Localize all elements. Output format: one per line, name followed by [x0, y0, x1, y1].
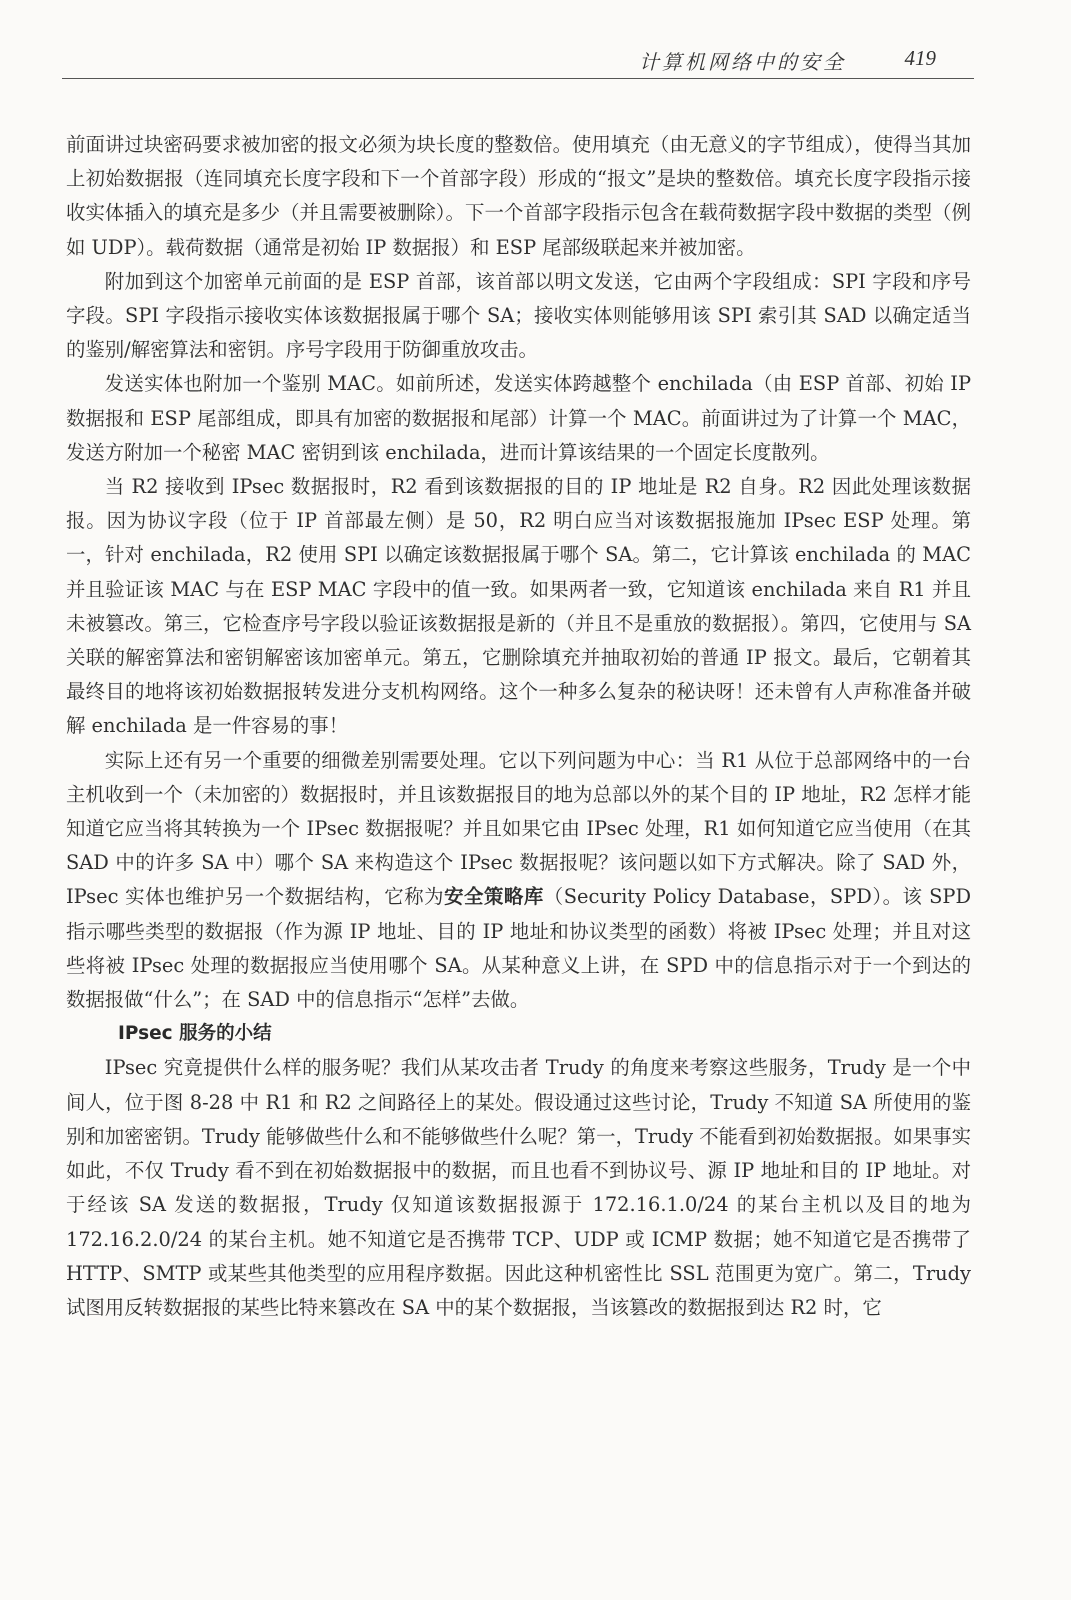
paragraph-spd	[66, 744, 971, 1018]
spd-text-after: （Security Policy Database，SPD）。该 SPD 指示哪些类型的数据报（作为源 IP 地址、目的 IP 地址和协议类型的函数）将被 IPsec 处理；并且对这些将被 IPsec 处理的数据报应当使用哪个 SA。从某种意义上讲，在 SPD 中的信息指示对于一个到达的数据报做“什么”；在 SAD 中的信息指示“怎样”去做。	[66, 885, 972, 1012]
paragraph-padding: 前面讲过块密码要求被加密的报文必须为块长度的整数倍。使用填充（由无意义的字节组成），使得当其加上初始数据报（连同填充长度字段和下一个首部字段）形成的“报文”是块的整数倍。填充长度字段指示接收实体插入的填充是多少（并且需要被删除）。下一个首部字段指示包含在载荷数据字段中数据的类型（例如 UDP）。载荷数据（通常是初始 IP 数据报）和 ESP 尾部级联起来并被加密。	[66, 133, 971, 259]
paragraph-ipsec-services: IPsec 究竟提供什么样的服务呢？我们从某攻击者 Trudy 的角度来考察这些服务，Trudy 是一个中间人，位于图 8-28 中 R1 和 R2 之间路径上的某处。假设通过这些讨论，Trudy 不知道 SA 所使用的鉴别和加密密钥。Trudy 能够做些什么和不能够做些什么呢？第一，Trudy 不能看到初始数据报。如果事实如此，不仅 Trudy 看不到在初始数据报中的数据，而且也看不到协议号、源 IP 地址和目的 IP 地址。对于经该 SA 发送的数据报，Trudy 仅知道该数据报源于 172.16.1.0/24 的某台主机以及目的地为 172.16.2.0/24 的某台主机。她不知道它是否携带 TCP、UDP 或 ICMP 数据；她不知道它是否携带了 HTTP、SMTP 或某些其他类型的应用程序数据。因此这种机密性比 SSL 范围更为宽广。第二，Trudy 试图用反转数据报的某些比特来篡改在 SA 中的某个数据报，当该篡改的数据报到达 R2 时，它	[66, 1056, 971, 1319]
chapter-title: 计算机网络中的安全	[639, 50, 846, 74]
running-header	[62, 44, 974, 79]
page-number: 419	[904, 46, 936, 70]
page-body	[66, 128, 971, 1325]
spd-term: 安全策略库	[444, 885, 544, 909]
paragraph-r2-processing: 当 R2 接收到 IPsec 数据报时，R2 看到该数据报的目的 IP 地址是 R2 自身。R2 因此处理该数据报。因为协议字段（位于 IP 首部最左侧）是 50，R2 明白应当对该数据报施加 IPsec ESP 处理。第一，针对 enchilada，R2 使用 SPI 以确定该数据报属于哪个 SA。第二，它计算该 enchilada 的 MAC 并且验证该 MAC 与在 ESP MAC 字段中的值一致。如果两者一致，它知道该 enchilada 来自 R1 并且未被篡改。第三，它检查序号字段以验证该数据报是新的（并且不是重放的数据报）。第四，它使用与 SA 关联的解密算法和密钥解密该加密单元。第五，它删除填充并抽取初始的普通 IP 报文。最后，它朝着其最终目的地将该初始数据报转发进分支机构网络。这个一种多么复杂的秘诀呀！还未曾有人声称准备并破解 enchilada 是一件容易的事！	[66, 475, 971, 738]
section-heading: IPsec 服务的小结	[118, 1023, 272, 1045]
paragraph-esp-header: 附加到这个加密单元前面的是 ESP 首部，该首部以明文发送，它由两个字段组成：SPI 字段和序号字段。SPI 字段指示接收实体该数据报属于哪个 SA；接收实体则能够用该 SPI 索引其 SAD 以确定适当的鉴别/解密算法和密钥。序号字段用于防御重放攻击。	[66, 269, 971, 362]
paragraph-mac: 发送实体也附加一个鉴别 MAC。如前所述，发送实体跨越整个 enchilada（由 ESP 首部、初始 IP 数据报和 ESP 尾部组成，即具有加密的数据报和尾部）计算一个 MAC。前面讲过为了计算一个 MAC，发送方附加一个秘密 MAC 密钥到该 enchilada，进而计算该结果的一个固定长度散列。	[66, 372, 971, 464]
spd-text-before: 实际上还有另一个重要的细微差别需要处理。它以下列问题为中心：当 R1 从位于总部网络中的一台主机收到一个（未加密的）数据报时，并且该数据报目的地为总部以外的某个目的 IP 地址，R2 怎样才能知道它应当将其转换为一个 IPsec 数据报呢？并且如果它由 IPsec 处理，R1 如何知道它应当使用（在其 SAD 中的许多 SA 中）哪个 SA 来构造这个 IPsec 数据报呢？该问题以如下方式解决。除了 SAD 外，IPsec 实体也维护另一个数据结构，它称为	[66, 748, 971, 909]
